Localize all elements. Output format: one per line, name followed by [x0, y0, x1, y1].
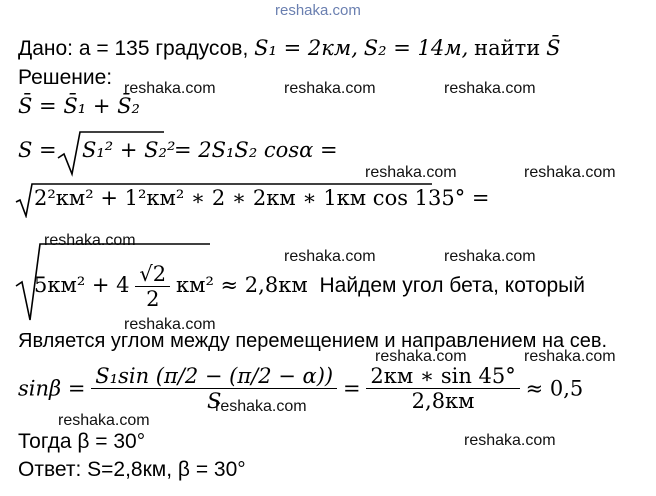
given-line [18, 36, 561, 61]
formula-rhs: = 2S₁S₂ cosα = [174, 138, 338, 162]
formula-line [18, 138, 57, 163]
sin-num: S₁sin (π/2 − (π/2 − α)) [91, 364, 337, 389]
watermark-top: reshaka.com [275, 2, 361, 19]
given-find-var: S̄ [546, 36, 561, 60]
sin-fraction-2 [366, 364, 519, 413]
angle-text: Является углом между перемещением и направлением на сев. [18, 330, 608, 352]
watermark: reshaka.com [375, 348, 467, 365]
watermark: reshaka.com [524, 164, 616, 181]
solution-label: Решение: [18, 66, 113, 89]
watermark: reshaka.com [464, 432, 556, 449]
approx-text: Найдем угол бета, который [319, 274, 586, 298]
sin-fraction-1 [91, 364, 337, 413]
approx-a: 5км² + 4 [34, 273, 130, 298]
then-line: Тогда β = 30° [18, 430, 146, 453]
given-s1: S₁ = 2км, [254, 36, 358, 60]
watermark: reshaka.com [124, 316, 216, 333]
watermark: reshaka.com [444, 248, 536, 265]
approx-b: км² ≈ 2,8км [175, 273, 308, 298]
sin-lhs: sinβ = [18, 376, 86, 401]
given-s2: S₂ = 14м, [363, 36, 469, 60]
sin-eq: = [342, 376, 361, 401]
approx-frac-num: √2 [135, 262, 170, 287]
approx-line [34, 262, 585, 311]
formula-lhs: S = [18, 138, 57, 162]
formula-radicand: S₁² + S₂² [82, 138, 176, 162]
substitution-line: 2²км² + 1²км² ∗ 2 ∗ 2км ∗ 1км cos 135° = [34, 186, 490, 210]
watermark: reshaka.com [124, 80, 216, 97]
watermark: reshaka.com [44, 232, 136, 249]
sin-den: S [207, 389, 222, 413]
sin-num2: 2км ∗ sin 45° [366, 364, 519, 389]
approx-frac-den: 2 [146, 287, 160, 311]
watermark: reshaka.com [365, 164, 457, 181]
watermark: reshaka.com [215, 398, 307, 415]
watermark: reshaka.com [524, 348, 616, 365]
watermark: reshaka.com [284, 248, 376, 265]
vector-sum: S̄ = S̄₁ + S̄₂ [18, 94, 140, 118]
watermark: reshaka.com [58, 412, 150, 429]
answer-line: Ответ: S=2,8км, β = 30° [18, 458, 246, 481]
approx-fraction [135, 262, 170, 311]
sin-den2: 2,8км [411, 389, 475, 413]
sin-result: ≈ 0,5 [525, 376, 584, 401]
given-text: Дано: a = 135 градусов, [18, 37, 249, 60]
watermark: reshaka.com [444, 80, 536, 97]
given-find: найти [474, 36, 541, 60]
sin-line [18, 364, 583, 413]
watermark: reshaka.com [284, 80, 376, 97]
